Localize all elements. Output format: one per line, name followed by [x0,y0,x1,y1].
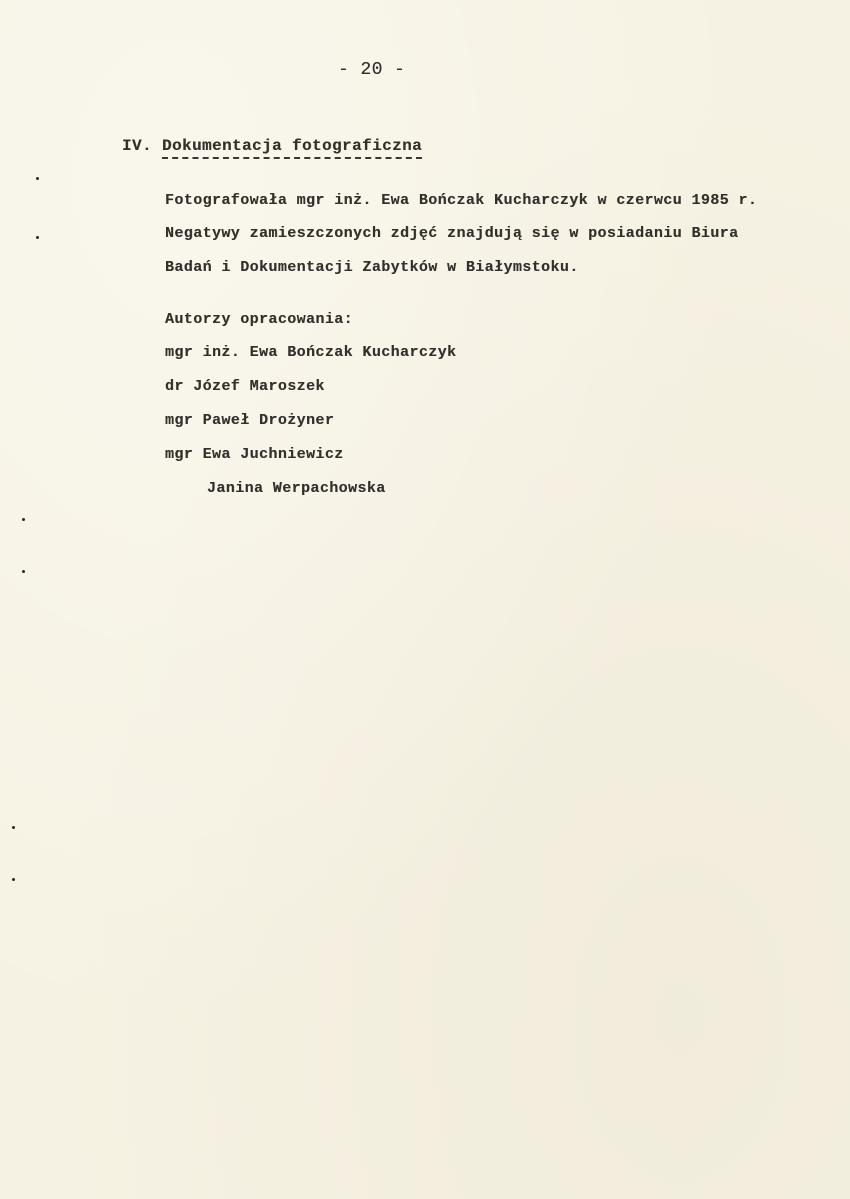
section-heading [122,137,422,155]
section-numeral: IV. [122,137,153,155]
section-title: Dokumentacja fotograficzna [162,137,422,159]
author-name: Janina Werpachowska [207,480,386,497]
margin-speck [12,878,15,881]
author-name: mgr Ewa Juchniewicz [165,446,344,463]
margin-speck [36,177,39,180]
page-number: - 20 - [338,60,406,80]
author-name: mgr inż. Ewa Bończak Kucharczyk [165,344,457,361]
author-name: mgr Paweł Drożyner [165,412,335,429]
margin-speck [22,518,25,521]
margin-speck [36,236,39,239]
author-name: dr Józef Maroszek [165,378,325,395]
body-line: Badań i Dokumentacji Zabytków w Białymstoku. [165,259,579,276]
authors-label: Autorzy opracowania: [165,311,354,328]
body-line: Fotografowała mgr inż. Ewa Bończak Kucharczyk w czerwcu 1985 r. [165,192,758,209]
margin-speck [12,826,15,829]
margin-speck [22,570,25,573]
body-line: Negatywy zamieszczonych zdjęć znajdują się w posiadaniu Biura [165,225,739,242]
